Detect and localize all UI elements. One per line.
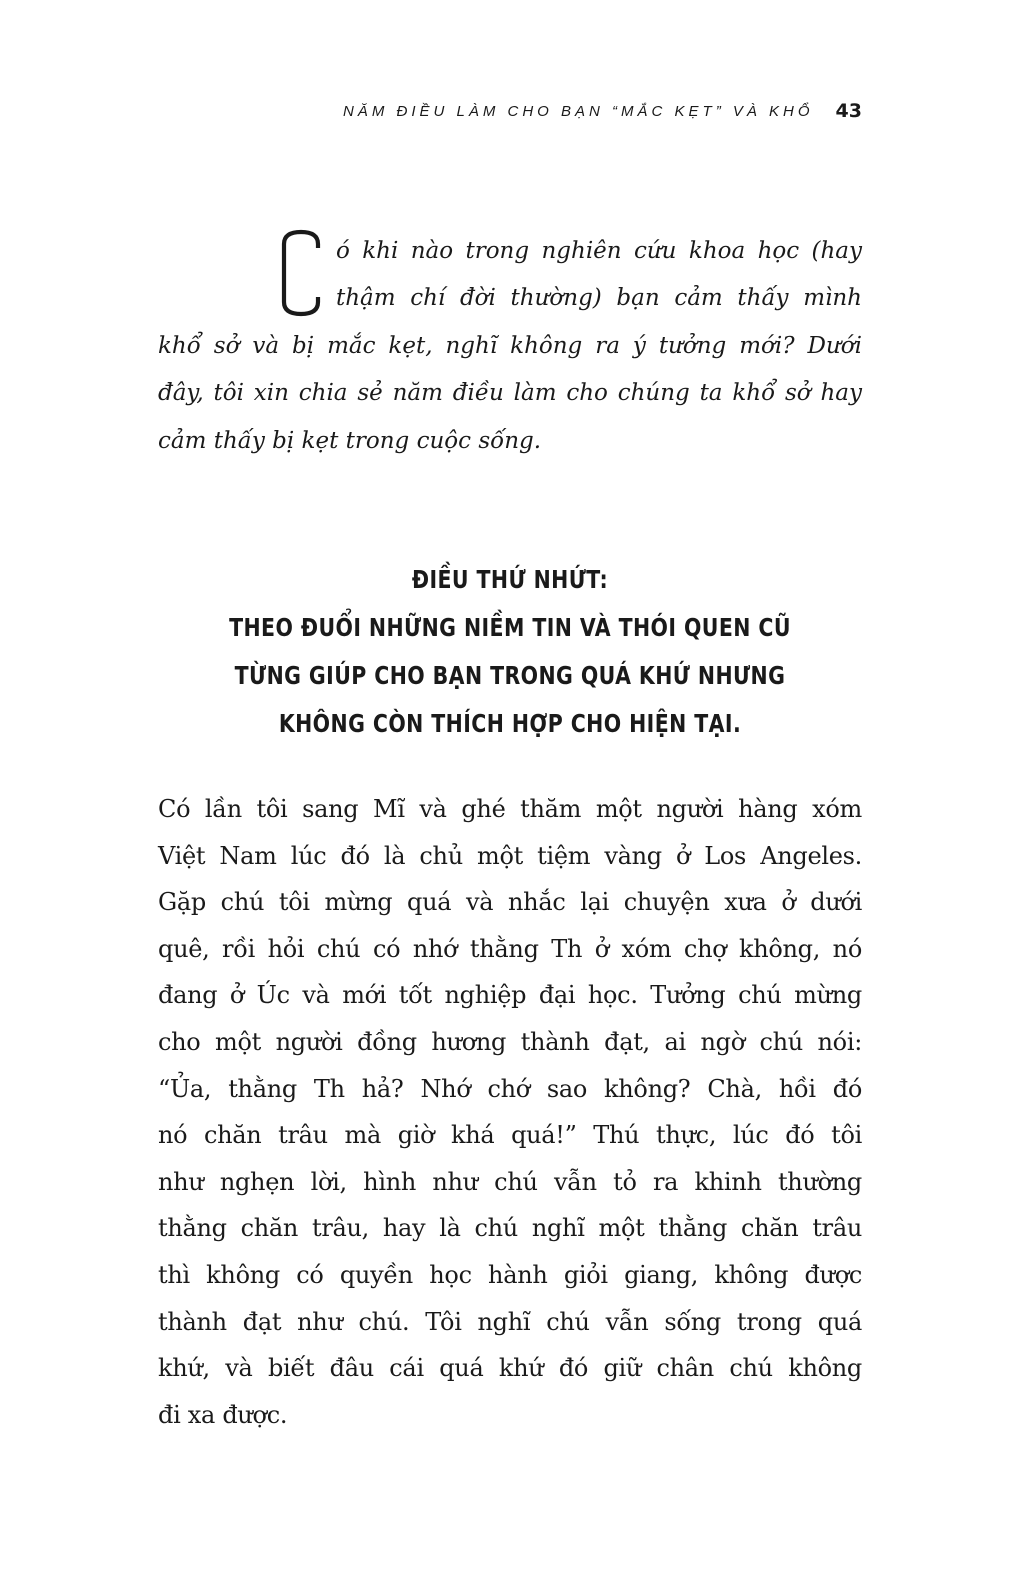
body-line-11: thì không có quyền học hành giỏi giang, không được xyxy=(158,1260,862,1289)
heading-line-2: THEO ĐUỔI NHỮNG NIỀM TIN VÀ THÓI QUEN CŨ xyxy=(229,613,791,642)
intro-line-3: khổ sở và bị mắc kẹt, nghĩ không ra ý tưởng mới? Dưới xyxy=(158,333,862,359)
section-heading xyxy=(158,556,862,748)
body-line-5: đang ở Úc và mới tốt nghiệp đại học. Tưởng chú mừng xyxy=(158,981,862,1010)
body-line-8: nó chăn trâu mà giờ khá quá!” Thú thực, lúc đó tôi xyxy=(158,1121,862,1150)
body-line-7: “Ủa, thằng Th hả? Nhớ chớ sao không? Chà, hồi đó xyxy=(158,1074,862,1103)
body-line-2: Việt Nam lúc đó là chủ một tiệm vàng ở Los Angeles. xyxy=(158,841,862,870)
body-line-9: như nghẹn lời, hình như chú vẫn tỏ ra khinh thường xyxy=(158,1167,862,1196)
body-line-10: thằng chăn trâu, hay là chú nghĩ một thằng chăn trâu xyxy=(158,1214,862,1243)
drop-cap xyxy=(276,228,324,320)
intro-line-4: đây, tôi xin chia sẻ năm điều làm cho chúng ta khổ sở hay xyxy=(158,380,862,406)
body-paragraph xyxy=(158,786,862,1438)
body-line-1: Có lần tôi sang Mĩ và ghé thăm một người hàng xóm xyxy=(158,795,862,823)
page-number: 43 xyxy=(835,100,862,122)
body-line-6: cho một người đồng hương thành đạt, ai ngờ chú nói: xyxy=(158,1027,862,1056)
drop-cap-glyph xyxy=(276,228,324,320)
intro-line-2: thậm chí đời thường) bạn cảm thấy mình xyxy=(336,285,862,311)
intro-line-5: cảm thấy bị kẹt trong cuộc sống. xyxy=(158,428,542,454)
intro-paragraph xyxy=(158,228,862,468)
heading-line-4: KHÔNG CÒN THÍCH HỢP CHO HIỆN TẠI. xyxy=(278,709,742,738)
heading-line-1: ĐIỀU THỨ NHỨT: xyxy=(411,565,609,594)
body-line-12: thành đạt như chú. Tôi nghĩ chú vẫn sống trong quá xyxy=(158,1307,862,1336)
body-line-3: Gặp chú tôi mừng quá và nhắc lại chuyện xưa ở dưới xyxy=(158,888,862,917)
body-line-13: khứ, và biết đâu cái quá khứ đó giữ chân chú không xyxy=(158,1354,862,1383)
running-head-title: NĂM ĐIỀU LÀM CHO BẠN “MẮC KẸT” VÀ KHỔ xyxy=(343,102,814,120)
running-head xyxy=(343,96,862,126)
body-line-4: quê, rồi hỏi chú có nhớ thằng Th ở xóm chợ không, nó xyxy=(158,934,862,963)
intro-line-1: ó khi nào trong nghiên cứu khoa học (hay xyxy=(336,238,862,264)
heading-line-3: TỪNG GIÚP CHO BẠN TRONG QUÁ KHỨ NHƯNG xyxy=(234,661,786,690)
body-line-14: đi xa được. xyxy=(158,1400,288,1429)
